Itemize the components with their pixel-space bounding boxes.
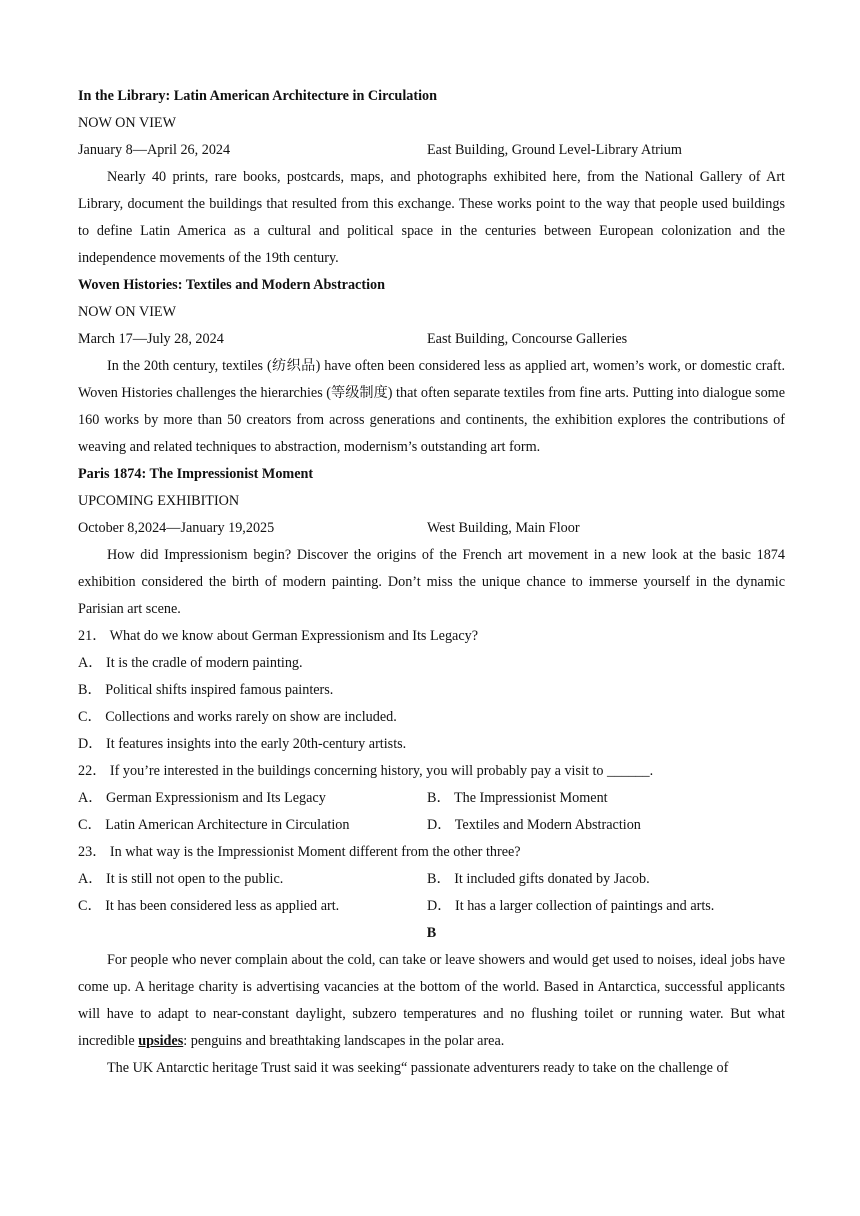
exhibit-dates: October 8,2024—January 19,2025 xyxy=(78,520,275,536)
exhibit-woven-histories xyxy=(78,272,785,461)
exhibit-description: How did Impressionism begin? Discover the origins of the French art movement in a new look at the basic 1874 exhibition considered the birth of modern painting. Don’t miss the unique chance to immerse yourself in the dynamic Parisian art scene. xyxy=(78,547,785,617)
exhibit-status: UPCOMING EXHIBITION xyxy=(78,493,240,509)
exhibit-title: Woven Histories: Textiles and Modern Abstraction xyxy=(78,277,386,293)
exhibit-location: East Building, Ground Level-Library Atrium xyxy=(427,142,682,158)
option-c[interactable]: C． Latin American Architecture in Circulation xyxy=(78,817,350,833)
question-stem: 22． If you’re interested in the buildings concerning history, you will probably pay a visit to ______. xyxy=(78,763,654,779)
exhibit-title: In the Library: Latin American Architecture in Circulation xyxy=(78,88,438,104)
option-c[interactable]: C． It has been considered less as applied art. xyxy=(78,898,340,914)
exhibit-location: East Building, Concourse Galleries xyxy=(427,331,628,347)
document-page xyxy=(78,83,785,1082)
passage-paragraph xyxy=(78,947,785,1055)
option-c[interactable]: C． Collections and works rarely on show are included. xyxy=(78,709,397,725)
option-b[interactable]: B． The Impressionist Moment xyxy=(427,790,608,806)
underlined-word: upsides xyxy=(138,1033,184,1049)
question-stem: 23． In what way is the Impressionist Moment different from the other three? xyxy=(78,844,521,860)
question-21 xyxy=(78,623,785,758)
option-d[interactable]: D． Textiles and Modern Abstraction xyxy=(427,817,641,833)
section-heading: B xyxy=(426,925,437,941)
exhibit-status: NOW ON VIEW xyxy=(78,304,176,320)
paragraph-text: For people who never complain about the cold, can take or leave showers and would get used to noises, ideal jobs have come up. A heritage charity is advertising vacancies at the bottom of the world. Based in Antarctica, successful applicants will have to adapt to near-constant daylight, subzero temperatures and no flushing toilet or running water. But what incredible xyxy=(78,952,785,1049)
option-d[interactable]: D． It has a larger collection of paintings and arts. xyxy=(427,898,715,914)
exhibit-dates-location xyxy=(78,326,785,353)
option-row xyxy=(78,785,785,812)
option-a[interactable]: A． It is still not open to the public. xyxy=(78,871,284,887)
paragraph-text: : penguins and breathtaking landscapes in the polar area. xyxy=(183,1033,505,1049)
exhibit-dates: January 8—April 26, 2024 xyxy=(78,142,231,158)
exhibit-location: West Building, Main Floor xyxy=(427,520,580,536)
option-d[interactable]: D． It features insights into the early 20th-century artists. xyxy=(78,736,407,752)
question-stem: 21． What do we know about German Expressionism and Its Legacy? xyxy=(78,628,479,644)
exhibit-status: NOW ON VIEW xyxy=(78,115,176,131)
passage-paragraph: The UK Antarctic heritage Trust said it was seeking“ passionate adventurers ready to take on the challenge of xyxy=(107,1060,729,1076)
exhibit-title: Paris 1874: The Impressionist Moment xyxy=(78,466,314,482)
option-a[interactable]: A． German Expressionism and Its Legacy xyxy=(78,790,326,806)
option-b[interactable]: B． Political shifts inspired famous painters. xyxy=(78,682,334,698)
question-22 xyxy=(78,758,785,839)
exhibit-dates-location xyxy=(78,515,785,542)
exhibit-description: In the 20th century, textiles (纺织品) have often been considered less as applied art, women’s work, or domestic craft. Woven Histories challenges the hierarchies (等级制度) that often separate textiles from fine arts. Putting into dialogue some 160 works by more than 50 creators from across generations and continents, the exhibition explores the contributions of weaving and related techniques to abstraction, modernism’s outstanding art form. xyxy=(78,358,785,455)
exhibit-dates-location xyxy=(78,137,785,164)
exhibit-latin-american-architecture xyxy=(78,83,785,272)
exhibit-paris-1874 xyxy=(78,461,785,623)
option-row xyxy=(78,893,785,920)
exhibit-dates: March 17—July 28, 2024 xyxy=(78,331,224,347)
passage-b xyxy=(78,920,785,1082)
option-row xyxy=(78,866,785,893)
option-b[interactable]: B． It included gifts donated by Jacob. xyxy=(427,871,650,887)
option-row xyxy=(78,812,785,839)
question-23 xyxy=(78,839,785,920)
option-a[interactable]: A． It is the cradle of modern painting. xyxy=(78,655,303,671)
exhibit-description: Nearly 40 prints, rare books, postcards, maps, and photographs exhibited here, from the National Gallery of Art Library, document the buildings that resulted from this exchange. These works point to the way that people used buildings to define Latin America as a cultural and political space in the centuries between European colonization and the independence movements of the 19th century. xyxy=(78,169,785,266)
